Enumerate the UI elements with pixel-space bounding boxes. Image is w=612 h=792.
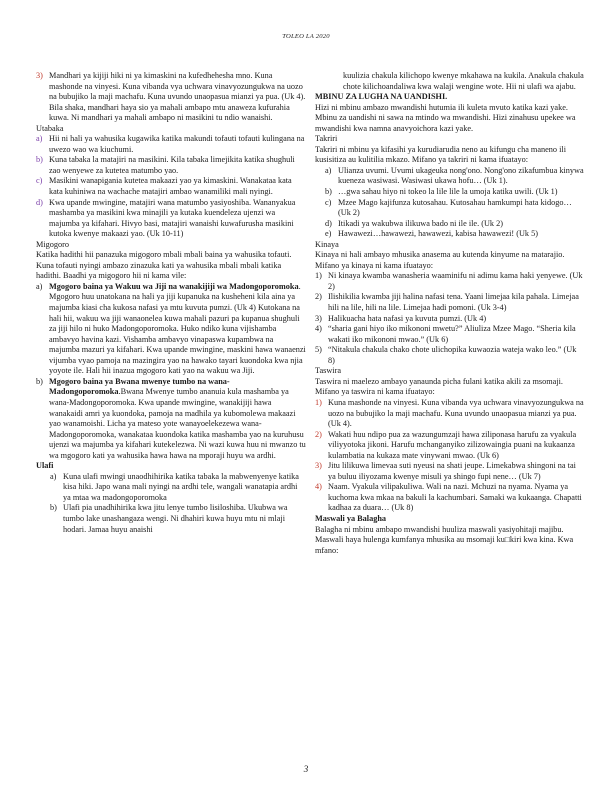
list-text: Halikuacha hata nafasi ya kuvuta pumzi. (Uk 4) [328, 313, 487, 323]
list-marker: 1) [315, 397, 322, 407]
list-item [315, 292, 585, 313]
list-text: Naam. Vyakula vilipakuliwa. Wali na nazi. Mchuzi na nyama. Nyama ya kuchoma kwa mkaa na bakuli la kachumbari. Samaki wa kukaanga. Chapatti kadhaa za duara… (Uk 8) [328, 482, 582, 513]
list-text [49, 377, 306, 461]
list-text: Kuna ulafi mwingi unaodhihirika katika tabaka la mabwenyenye katika kisa hiki. Japo wana mali nyingi na ardhi tele, wangali wanatapia ardhi ya mtaa wa madongoporomoka [63, 471, 299, 502]
section-heading-taswira: Taswira [315, 366, 341, 376]
list-item [315, 461, 585, 482]
list-text: Ni kinaya kwamba wanasheria waaminifu ni adimu kama haki yenyewe. (Uk 2) [328, 271, 583, 291]
list-text: Kuna tabaka la matajiri na masikini. Kila tabaka limejikita katika shughuli zao wenyewe za kutetea matumbo yao. [49, 155, 295, 175]
list-marker: b) [36, 376, 43, 386]
list-marker: b) [50, 503, 57, 513]
paragraph: Takriri ni mbinu ya kifasihi ya kurudiarudia neno au kifungu cha maneno ili kusisitiza au kulitilia mkazo. Mifano ya takriri ni kama ifuatayo: [315, 144, 566, 165]
list-text: Kuna mashonde na vinyesi. Kuna vibanda vya uchwara vinavyozungukwa na uozo na bubujiko la maji machafu. Kuna uvundo unaopasua mianzi ya pua. (Uk 4). [328, 397, 584, 429]
list-item [315, 430, 585, 462]
list-item [315, 398, 585, 430]
list-item [315, 345, 585, 366]
list-item [315, 198, 585, 219]
list-item [36, 198, 306, 240]
list-text: Mandhari ya kijiji hiki ni ya kimaskini na kufedhehesha mno. Kuna mashonde na vinyesi. Kuna vibanda vya uchwara vinavyozungukwa na uozo na bubujiko la maji machafu. Kuna uvundo unaopasua mianzi ya pua. (Uk 4). Bila shaka, mandhari haya sio ya mahali ambapo mtu anaweza kufurahia kuwa. Ni mandhari ya mahali ambapo ni masikini tu ndio wanaishi. [49, 71, 306, 123]
list-marker: 2) [315, 429, 322, 439]
page-number: 3 [303, 764, 309, 774]
section-heading-takriri: Takriri [315, 134, 338, 144]
list-marker: 5) [315, 345, 322, 355]
list-text: …gwa sahau hiyo ni tokeo la lile lile la umoja katika uwili. (Uk 1) [338, 187, 558, 197]
list-marker: 3) [315, 461, 322, 471]
bold-lead: Mgogoro baina ya Wakuu wa Jiji na wanakijiji wa Madongoporomoka [49, 281, 299, 291]
list-marker: b) [325, 187, 332, 197]
list-text: Wakati huu ndipo pua za wazungumzaji hawa ziliponasa harufu za vyakula viliyyotoka jikoni. Harufu mchanganyiko zilizowaingia puani na kukaanza kulambatia na kukaza mate vinywani mwao. (Uk 6) [328, 429, 577, 460]
list-item [36, 134, 306, 155]
list-marker: a) [325, 165, 332, 175]
list-marker: b) [36, 155, 43, 165]
list-body: .Bwana Mwenye tumbo ananuia kula mashamba ya wana-Madongoporomoka. Kwa upande mwingine, wanakijiji hawa wanakaidi amri ya kuondoka, pamoja na madhila ya kubomolewa makaazi yao wanamoishi. Licha ya mateso yote wanayoelekezewa wana-Madongoporomoka, wanakataa kuondoka katika mashamba yao na kuruhusu ujenzi wa majumba ya kifahari kutekelezwa. Ni wazi kuwa huu ni mwanzo tu wa mgogoro kati ya wahusika hawa hawa na mporaji huyu wa ardhi. [49, 387, 306, 460]
section-heading-migogoro: Migogoro [36, 239, 69, 249]
right-column [315, 71, 585, 556]
list-marker: 2) [315, 292, 322, 302]
list-item [315, 324, 585, 345]
list-text: Jitu lilikuwa limevaa suti nyeusi na shati jeupe. Limekabwa shingoni na tai ya buluu iliyozama kwenye misuli ya shingo fupi nene… (Uk 7) [328, 461, 576, 481]
list-item [36, 71, 306, 124]
list-text: Ulafi pia unadhihirika kwa jitu lenye tumbo lisiloshiba. Ukubwa wa tumbo lake unashangaza wengi. Ni dhahiri kuwa huyu mtu ni mlaji hodari. Jamaa huyu anaishi [63, 503, 288, 534]
list-marker: 4) [315, 324, 322, 334]
page-header: TOLEO LA 2020 [282, 33, 330, 40]
list-item [315, 166, 585, 187]
paragraph: Hizi ni mbinu ambazo mwandishi hutumia ili kuleta mvuto katika kazi yake. Mbinu za uandishi ni sawa na mtindo wa mwandishi. Hizi zinahusu upekee wa mwandishi kwa namna anavyoichora kazi yake. [315, 102, 576, 133]
list-item [315, 314, 585, 325]
list-marker: e) [325, 229, 332, 239]
paragraph: Katika hadithi hii panazuka migogoro mbali mbali baina ya wahusika tofauti. Kuna tofauti nyingi ambazo zinazuka kati ya wahusika mbali mbali katika hadithi. Baadhi ya migogoro hii ni kama vile: [36, 250, 292, 281]
bold-lead: Mgogoro baina ya Bwana mwenye tumbo na wana-Madongoporomoka [49, 376, 230, 397]
list-marker: 4) [315, 482, 322, 492]
list-item [36, 503, 306, 535]
list-item [315, 187, 585, 198]
list-item [315, 271, 585, 292]
list-text: Itikadi ya wakubwa ilikuwa bado ni ile ile. (Uk 2) [338, 218, 503, 228]
list-body: . Mgogoro huu unatokana na hali ya jiji kupanuka na kusheheni kila aina ya majumba kiasi cha kukosa nafasi ya mtu kuvuta pumzi. (Uk 4) Kutokana na hali hii, wakuu wa jiji wanaonelea kuwa mahali pazuri pa kupanua shughuli za jiji hilo ni huko Madongoporomoka. Huko ndiko kuna vijishamba ambavyo havina kazi. Vishamba ambavyo vinapaswa kupambwa na majumba mazuri ya kifahari. Kwa upande mwingine, maskini hawa wanaenzi vijumba vyao pamoja na mazingira yao na hawako tayari kuondoka kwa njia yoyote ile. Hali hii inazua mgogoro kati yao na wakuu wa Jiji. [49, 281, 306, 376]
left-column [36, 71, 306, 535]
list-item [315, 229, 585, 240]
list-text: “Nitakula chakula chako chote ulichopika kuwaozia wateja wako leo.” (Uk 8) [328, 345, 577, 365]
list-item [36, 155, 306, 176]
list-item [36, 282, 306, 377]
list-marker: a) [36, 134, 43, 144]
list-text: Mzee Mago kajifunza kutosahau. Kutosahau hamkumpi hata kidogo… (Uk 2) [338, 197, 572, 218]
list-marker: c) [325, 197, 332, 207]
list-item [315, 219, 585, 230]
section-heading-ulafi: Ulafi [36, 461, 54, 471]
list-marker: c) [36, 176, 43, 186]
section-heading-mbinu: MBINU ZA LUGHA NA UANDISHI. [315, 92, 448, 102]
list-marker: d) [325, 218, 332, 228]
list-text: Hii ni hali ya wahusika kugawika katika makundi tofauti tofauti kulingana na uwezo wao wa kiuchumi. [49, 134, 305, 154]
list-item [315, 482, 585, 514]
list-text: Kwa upande mwingine, matajiri wana matumbo yasiyoshiba. Wananyakua mashamba ya masikini kwa minajili ya kutaka kuendeleza ujenzi wa majumba ya kifahari. Hivyo basi, matajiri wanaishi kuwafurusha masikini kutoka kwenye makaazi yao. (Uk 10-11) [49, 197, 296, 239]
paragraph: Kinaya ni hali ambayo mhusika anasema au kutenda kinyume na matarajio. Mifano ya kinaya ni kama ifuatayo: [315, 250, 565, 270]
list-text: Hawawezi…hawawezi, hawawezi, kabisa hawawezi! (Uk 5) [338, 229, 538, 239]
paragraph: kuulizia chakula kilichopo kwenye mkahawa na kukila. Anakula chakula chote kilichoandaliwa kwa walaji wengine wote. Hii ni ulafi wa ajabu. [343, 71, 584, 91]
list-marker: a) [36, 281, 43, 291]
section-heading-utabaka: Utabaka [36, 123, 64, 133]
section-heading-maswali-ya-balagha: Maswali ya Balagha [315, 513, 387, 523]
paragraph: Taswira ni maelezo ambayo yanaunda picha fulani katika akili za msomaji. Mifano ya taswira ni kama ifuatayo: [315, 376, 563, 397]
list-marker: d) [36, 197, 43, 207]
list-marker: 1) [315, 271, 322, 281]
list-item [36, 377, 306, 461]
list-marker: 3) [315, 313, 322, 323]
list-text [49, 282, 306, 377]
list-marker: 3) [36, 71, 43, 80]
list-text: Ilishikilia kwamba jiji halina nafasi tena. Yaani limejaa kila pahala. Limejaa hili na lile, hili na lile. Limejaa hadi pomoni. (Uk 3-4) [328, 292, 579, 313]
list-text: “sharia gani hiyo iko mikononi mwetu?” Aliuliza Mzee Mago. “Sheria kila wakati iko mikononi mwao.” (Uk 6) [328, 324, 576, 344]
list-text: Masikini wanapigania kutetea makaazi yao ya kimaskini. Wanakataa kata kata kuhiniwa na wachache matajiri ambao wanamiliki mali nyingi. [49, 176, 292, 197]
list-marker: a) [50, 471, 57, 481]
paragraph: Balagha ni mbinu ambapo mwandishi huuliza maswali yasiyohitaji majibu. Maswali haya hulenga kumfanya mhusika au msomaji ku□kiri kwa kina. Kwa mfano: [315, 524, 574, 555]
list-text: Ulianza uvumi. Uvumi ukageuka nong'ono. Nong'ono zikafumbua kinywa kueneza wasiwasi. Wasiwasi ukawa hofu… (Uk 1). [338, 165, 584, 186]
list-item [36, 176, 306, 197]
section-heading-kinaya: Kinaya [315, 239, 339, 249]
list-item [36, 472, 306, 504]
